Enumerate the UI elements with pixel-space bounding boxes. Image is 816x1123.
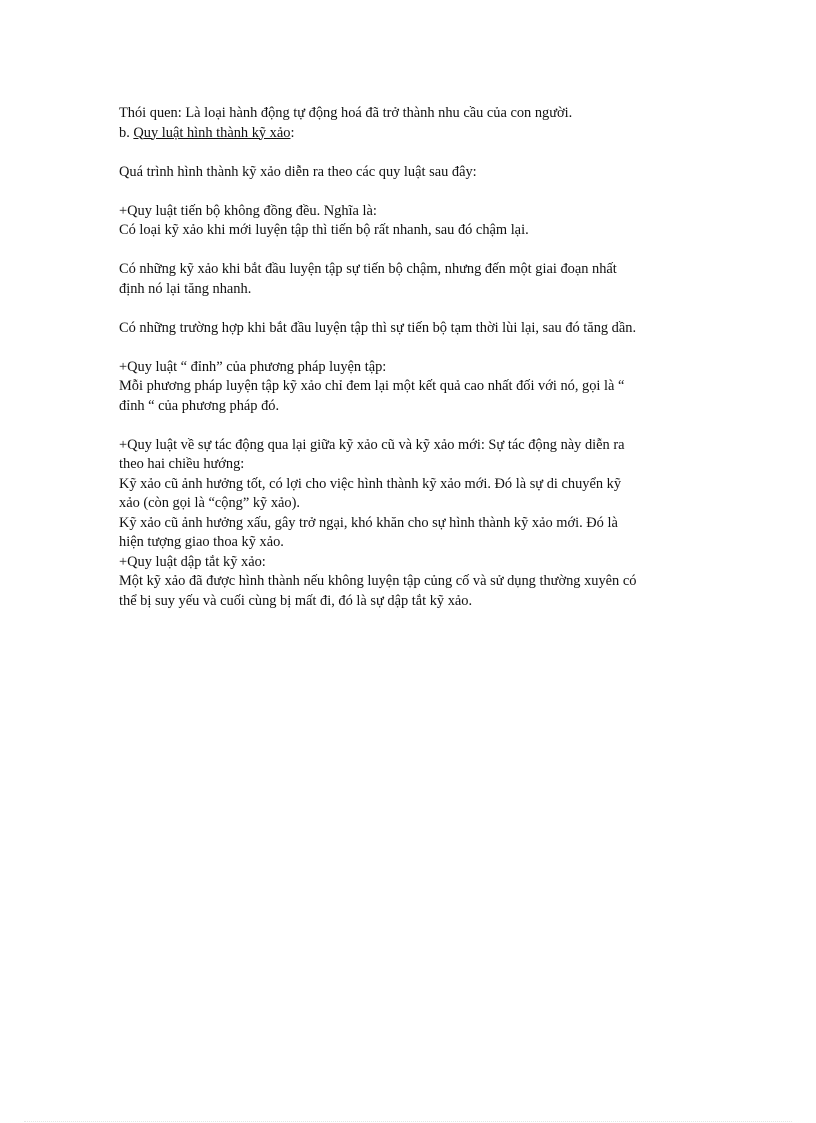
paragraph-interference-line-2: hiện tượng giao thoa kỹ xảo. bbox=[119, 534, 284, 550]
paragraph-habit-definition: Thói quen: Là loại hành động tự động hoá đã trở thành nhu cầu của con người. bbox=[119, 105, 573, 121]
blank-line bbox=[119, 338, 709, 358]
section-heading-b bbox=[119, 124, 709, 144]
blank-line bbox=[119, 299, 709, 319]
rule-interaction-heading-line-2: theo hai chiều hướng: bbox=[119, 456, 245, 472]
blank-line bbox=[119, 182, 709, 202]
document-body bbox=[119, 104, 709, 611]
paragraph-positive-transfer-line-2: xảo (còn gọi là “cộng” kỹ xảo). bbox=[119, 495, 301, 511]
rule-peak-heading: +Quy luật “ đỉnh” của phương pháp luyện tập: bbox=[119, 358, 387, 375]
rule-uneven-progress-heading: +Quy luật tiến bộ không đồng đều. Nghĩa là: bbox=[119, 202, 377, 219]
paragraph-extinction-line-1: Một kỹ xảo đã được hình thành nếu không luyện tập củng cố và sử dụng thường xuyên có bbox=[119, 573, 637, 589]
blank-line bbox=[119, 416, 709, 436]
section-title: Quy luật hình thành kỹ xảo bbox=[133, 124, 291, 141]
paragraph-interference-line-1: Kỹ xảo cũ ảnh hưởng xấu, gây trở ngại, khó khăn cho sự hình thành kỹ xảo mới. Đó là bbox=[119, 514, 618, 531]
paragraph-extinction-line-2: thể bị suy yếu và cuối cùng bị mất đi, đó là sự dập tắt kỹ xảo. bbox=[119, 592, 473, 609]
rule-extinction-heading: +Quy luật dập tắt kỹ xảo: bbox=[119, 553, 266, 570]
paragraph-intro: Quá trình hình thành kỹ xảo diễn ra theo các quy luật sau đây: bbox=[119, 163, 477, 180]
rule-interaction-heading-line-1: +Quy luật về sự tác động qua lại giữa kỹ xảo cũ và kỹ xảo mới: Sự tác động này diễn ra bbox=[119, 436, 625, 453]
section-colon: : bbox=[290, 124, 295, 141]
paragraph-peak-line-2: đỉnh “ của phương pháp đó. bbox=[119, 397, 280, 414]
paragraph-positive-transfer-line-1: Kỹ xảo cũ ảnh hưởng tốt, có lợi cho việc hình thành kỹ xảo mới. Đó là sự di chuyển kỹ bbox=[119, 475, 622, 492]
blank-line bbox=[119, 241, 709, 261]
paragraph-slow-then-fast-line-2: định nó lại tăng nhanh. bbox=[119, 280, 252, 297]
paragraph-slow-then-fast-line-1: Có những kỹ xảo khi bắt đầu luyện tập sự tiến bộ chậm, nhưng đến một giai đoạn nhất bbox=[119, 261, 617, 277]
section-prefix: b. bbox=[119, 124, 134, 141]
page-bottom-divider bbox=[24, 1121, 792, 1122]
paragraph-temporary-regression: Có những trường hợp khi bắt đầu luyện tập thì sự tiến bộ tạm thời lùi lại, sau đó tăng dần. bbox=[119, 319, 637, 336]
paragraph-fast-then-slow: Có loại kỹ xảo khi mới luyện tập thì tiến bộ rất nhanh, sau đó chậm lại. bbox=[119, 222, 529, 238]
paragraph-peak-line-1: Mỗi phương pháp luyện tập kỹ xảo chỉ đem lại một kết quả cao nhất đối với nó, gọi là “ bbox=[119, 378, 625, 394]
blank-line bbox=[119, 143, 709, 163]
